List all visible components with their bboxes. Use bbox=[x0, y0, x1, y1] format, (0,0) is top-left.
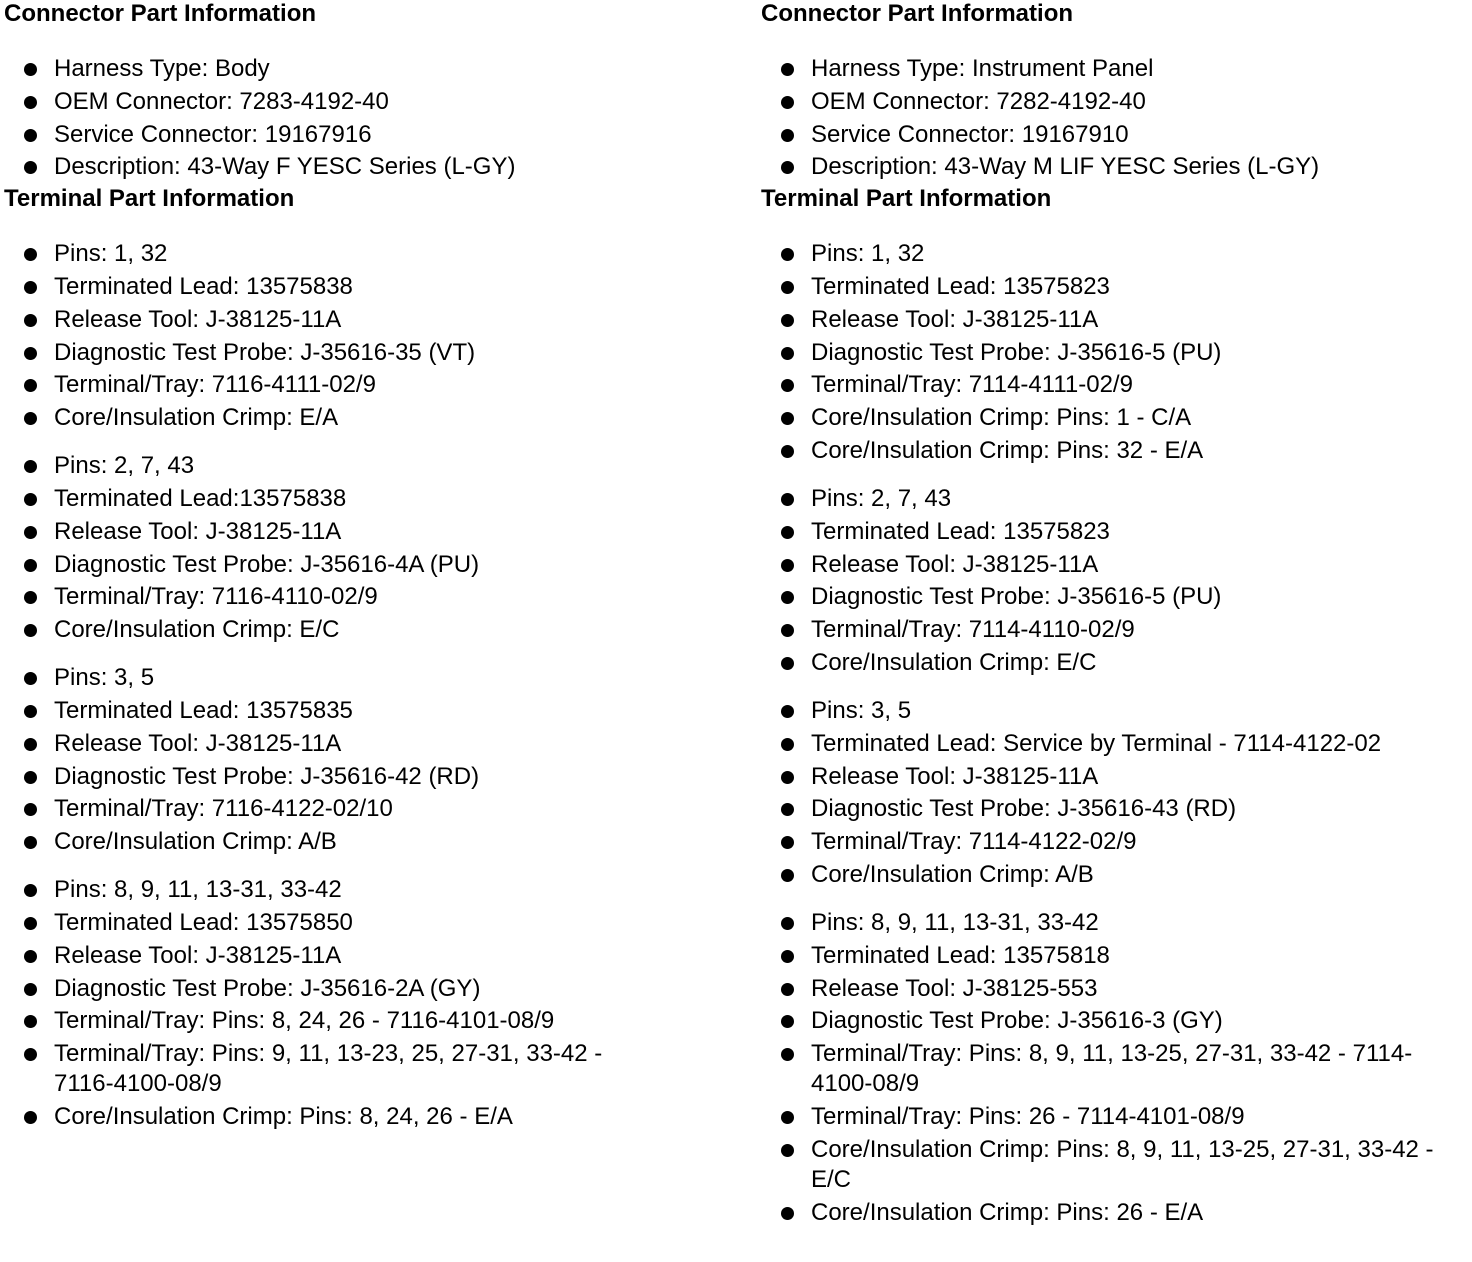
list-item: Terminal/Tray: 7114-4122-02/9 bbox=[761, 827, 1469, 857]
list-item: Description: 43-Way M LIF YESC Series (L-GY) bbox=[761, 152, 1469, 182]
list-item: Release Tool: J-38125-11A bbox=[4, 941, 644, 971]
list-item: Pins: 3, 5 bbox=[761, 696, 1469, 726]
list-item: OEM Connector: 7283-4192-40 bbox=[4, 87, 744, 117]
list-item: Terminal/Tray: 7116-4122-02/10 bbox=[4, 794, 744, 824]
list-item: Terminated Lead: Service by Terminal - 7114-4122-02 bbox=[761, 729, 1469, 759]
list-item: Release Tool: J-38125-11A bbox=[761, 762, 1469, 792]
list-item: Diagnostic Test Probe: J-35616-5 (PU) bbox=[761, 582, 1469, 612]
list-item: Description: 43-Way F YESC Series (L-GY) bbox=[4, 152, 744, 182]
list-item: Release Tool: J-38125-11A bbox=[4, 517, 744, 547]
list-item: Terminated Lead: 13575823 bbox=[761, 517, 1469, 547]
list-item: Core/Insulation Crimp: A/B bbox=[761, 860, 1469, 890]
terminal-group bbox=[761, 908, 1469, 1228]
list-item: Diagnostic Test Probe: J-35616-35 (VT) bbox=[4, 338, 744, 368]
list-item: Core/Insulation Crimp: E/A bbox=[4, 403, 744, 433]
list-item: Diagnostic Test Probe: J-35616-5 (PU) bbox=[761, 338, 1469, 368]
list-item: Pins: 1, 32 bbox=[761, 239, 1469, 269]
terminal-heading: Terminal Part Information bbox=[761, 185, 1052, 213]
list-item: Core/Insulation Crimp: Pins: 1 - C/A bbox=[761, 403, 1469, 433]
list-item: Terminated Lead: 13575823 bbox=[761, 272, 1469, 302]
list-item: Terminal/Tray: 7116-4111-02/9 bbox=[4, 370, 744, 400]
right-column bbox=[761, 0, 1469, 1230]
list-item: Diagnostic Test Probe: J-35616-3 (GY) bbox=[761, 1006, 1469, 1036]
list-item: Terminal/Tray: 7116-4110-02/9 bbox=[4, 582, 744, 612]
connector-list bbox=[4, 54, 744, 182]
terminal-group bbox=[4, 239, 744, 433]
connector-heading: Connector Part Information bbox=[761, 0, 1074, 27]
list-item: Release Tool: J-38125-553 bbox=[761, 974, 1469, 1004]
list-item: Service Connector: 19167916 bbox=[4, 120, 744, 150]
list-item: Pins: 3, 5 bbox=[4, 663, 744, 693]
terminal-group bbox=[761, 696, 1469, 890]
list-item: Terminated Lead: 13575838 bbox=[4, 272, 744, 302]
list-item: Pins: 2, 7, 43 bbox=[761, 484, 1469, 514]
list-item: Terminal/Tray: 7114-4111-02/9 bbox=[761, 370, 1469, 400]
list-item: Terminated Lead:13575838 bbox=[4, 484, 744, 514]
list-item: Release Tool: J-38125-11A bbox=[761, 550, 1469, 580]
list-item: Terminated Lead: 13575850 bbox=[4, 908, 644, 938]
list-item: Diagnostic Test Probe: J-35616-43 (RD) bbox=[761, 794, 1469, 824]
list-item: Core/Insulation Crimp: E/C bbox=[761, 648, 1469, 678]
list-item: Terminal/Tray: 7114-4110-02/9 bbox=[761, 615, 1469, 645]
list-item: Terminal/Tray: Pins: 26 - 7114-4101-08/9 bbox=[761, 1102, 1469, 1132]
list-item: Diagnostic Test Probe: J-35616-2A (GY) bbox=[4, 974, 644, 1004]
list-item: Diagnostic Test Probe: J-35616-4A (PU) bbox=[4, 550, 744, 580]
terminal-group bbox=[4, 663, 744, 857]
connector-heading: Connector Part Information bbox=[4, 0, 317, 27]
list-item: Terminal/Tray: Pins: 9, 11, 13-23, 25, 27-31, 33-42 - 7116-4100-08/9 bbox=[4, 1039, 644, 1099]
list-item: Release Tool: J-38125-11A bbox=[4, 305, 744, 335]
terminal-group bbox=[4, 875, 644, 1132]
list-item: OEM Connector: 7282-4192-40 bbox=[761, 87, 1469, 117]
list-item: Release Tool: J-38125-11A bbox=[4, 729, 744, 759]
list-item: Terminated Lead: 13575818 bbox=[761, 941, 1469, 971]
list-item: Core/Insulation Crimp: Pins: 8, 24, 26 - E/A bbox=[4, 1102, 644, 1132]
list-item: Core/Insulation Crimp: Pins: 26 - E/A bbox=[761, 1198, 1469, 1228]
list-item: Terminal/Tray: Pins: 8, 24, 26 - 7116-4101-08/9 bbox=[4, 1006, 644, 1036]
list-item: Release Tool: J-38125-11A bbox=[761, 305, 1469, 335]
left-column bbox=[4, 0, 744, 1135]
list-item: Core/Insulation Crimp: A/B bbox=[4, 827, 744, 857]
list-item: Core/Insulation Crimp: Pins: 8, 9, 11, 13-25, 27-31, 33-42 - E/C bbox=[761, 1135, 1469, 1195]
connector-list bbox=[761, 54, 1469, 182]
terminal-group bbox=[4, 451, 744, 645]
list-item: Harness Type: Body bbox=[4, 54, 744, 84]
list-item: Service Connector: 19167910 bbox=[761, 120, 1469, 150]
list-item: Core/Insulation Crimp: E/C bbox=[4, 615, 744, 645]
terminal-group bbox=[761, 484, 1469, 678]
list-item: Pins: 8, 9, 11, 13-31, 33-42 bbox=[4, 875, 644, 905]
list-item: Diagnostic Test Probe: J-35616-42 (RD) bbox=[4, 762, 744, 792]
list-item: Terminated Lead: 13575835 bbox=[4, 696, 744, 726]
list-item: Pins: 2, 7, 43 bbox=[4, 451, 744, 481]
terminal-group bbox=[761, 239, 1469, 466]
terminal-heading: Terminal Part Information bbox=[4, 185, 295, 213]
list-item: Terminal/Tray: Pins: 8, 9, 11, 13-25, 27-31, 33-42 - 7114-4100-08/9 bbox=[761, 1039, 1469, 1099]
list-item: Pins: 1, 32 bbox=[4, 239, 744, 269]
list-item: Pins: 8, 9, 11, 13-31, 33-42 bbox=[761, 908, 1469, 938]
list-item: Core/Insulation Crimp: Pins: 32 - E/A bbox=[761, 436, 1469, 466]
list-item: Harness Type: Instrument Panel bbox=[761, 54, 1469, 84]
